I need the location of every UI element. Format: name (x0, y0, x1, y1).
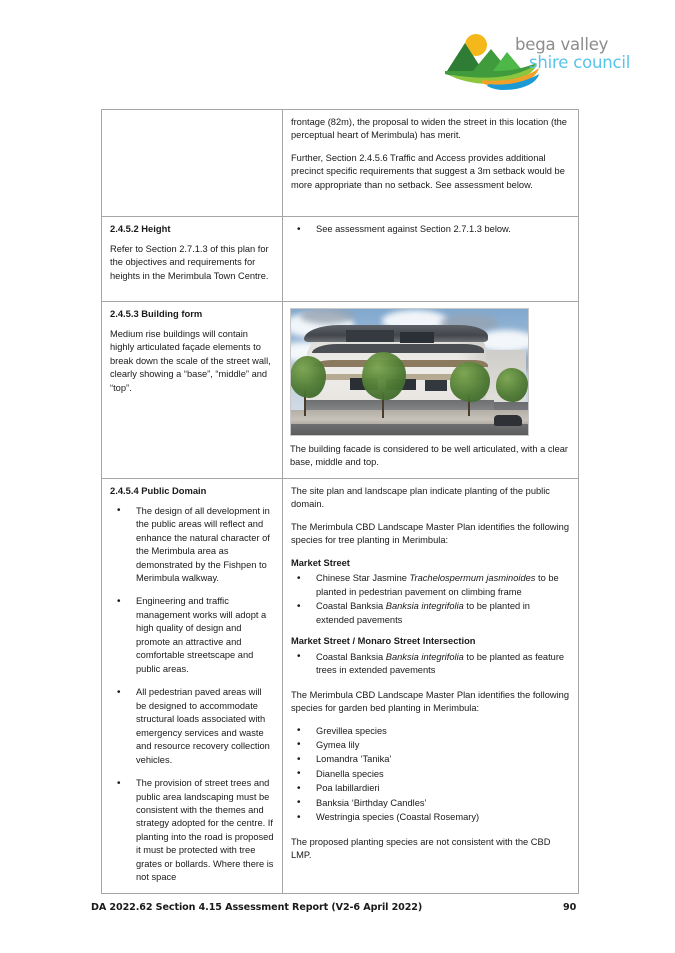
paragraph: Refer to Section 2.7.1.3 of this plan for the objectives and requirements for heights in the Merimbula Town Centre. (110, 243, 269, 281)
bullet-list-market-street (291, 572, 570, 627)
paragraph: Further, Section 2.4.5.6 Traffic and Access provides additional precinct specific requirements that suggest a 3m setback would be more appropriate than no setback. See assessment below. (291, 152, 565, 190)
subheading-market-street: Market Street (291, 557, 350, 568)
table-row (102, 478, 579, 893)
list-item (305, 600, 570, 627)
list-item: • Poa labillardieri (305, 782, 570, 795)
list-item: • Grevillea species (305, 725, 570, 738)
section-heading: 2.4.5.3 Building form (110, 308, 203, 319)
glazing (425, 380, 447, 391)
bullet-list (291, 223, 570, 236)
page-header (0, 0, 675, 110)
list-item: • See assessment against Section 2.7.1.3 below. (305, 223, 570, 236)
list-item: • Westringia species (Coastal Rosemary) (305, 811, 570, 824)
table-cell-control-left (102, 217, 283, 302)
cloud (300, 308, 354, 324)
building-render-image (290, 308, 529, 436)
table-row (102, 217, 579, 302)
glazing (400, 332, 434, 343)
list-item: • Lomandra ‘Tanika’ (305, 753, 570, 766)
paragraph: The Merimbula CBD Landscape Master Plan identifies the following species for garden bed planting in Merimbula: (291, 689, 570, 714)
image-caption: The building facade is considered to be well articulated, with a clear base, middle and top. (290, 444, 569, 468)
tree (496, 368, 528, 402)
footer-page-number: 90 (563, 902, 577, 913)
list-item: • Engineering and traffic management works will adopt a high quality of design and promote an attractive and comfortable streetscape and public areas. (127, 595, 274, 676)
car (494, 415, 522, 426)
table-cell-comment-right (283, 110, 579, 217)
paragraph: The proposed planting species are not consistent with the CBD LMP. (291, 836, 551, 861)
table-cell-control-left (102, 110, 283, 217)
glazing (346, 330, 394, 342)
list-item: • Gymea lily (305, 739, 570, 752)
species-pre: Coastal Banksia (316, 601, 386, 612)
list-item (305, 651, 570, 678)
species-post: to be planted in extended pavements (316, 601, 530, 625)
species-pre: Coastal Banksia (316, 651, 386, 662)
bullet-list (110, 505, 274, 885)
table-cell-comment-right (283, 217, 579, 302)
page-footer (0, 902, 675, 922)
table-cell-control-left (102, 302, 283, 479)
paragraph: frontage (82m), the proposal to widen the street in this location (the perceptual heart of Merimbula) has merit. (291, 117, 567, 141)
paragraph: Medium rise buildings will contain highly articulated façade elements to break down the scale of the street wall, clearly showing a “base”, “middle” and “top”. (110, 328, 271, 393)
list-item: • All pedestrian paved areas will be designed to accommodate structural loads associated with emergency services and waste and resource recovery collection vehicles. (127, 686, 274, 767)
table-row (102, 302, 579, 479)
bullet-list-intersection (291, 651, 570, 678)
tree (290, 356, 326, 398)
bega-valley-shire-council-logo (443, 30, 633, 92)
paragraph: The Merimbula CBD Landscape Master Plan identifies the following species for tree planting in Merimbula: (291, 521, 570, 546)
species-botanical-name: Trachelospermum jasminoides (409, 573, 536, 584)
list-item (305, 572, 570, 599)
footer-document-title: DA 2022.62 Section 4.15 Assessment Report (V2-6 April 2022) (91, 902, 423, 913)
subheading-intersection: Market Street / Monaro Street Intersection (291, 636, 476, 647)
logo-line-one: bega valley (515, 35, 609, 54)
logo-line-two: shire council (529, 52, 631, 72)
table-row (102, 110, 579, 217)
roof-band (304, 325, 488, 342)
tree (362, 352, 406, 400)
bullet-list-garden-species (291, 725, 570, 825)
list-item: • Dianella species (305, 768, 570, 781)
section-heading: 2.4.5.4 Public Domain (110, 484, 207, 496)
facade-band (312, 344, 484, 353)
list-item: • The design of all development in the public areas will reflect and enhance the natural character of the Merimbula area as demonstrated by the Fishpen to Merimbula walkway. (127, 505, 274, 586)
paragraph: The site plan and landscape plan indicate planting of the public domain. (291, 485, 550, 510)
species-pre: Chinese Star Jasmine (316, 573, 410, 584)
species-post: to be planted as feature trees in extended pavements (316, 651, 565, 676)
section-heading: 2.4.5.2 Height (110, 223, 171, 234)
list-item: • The provision of street trees and public area landscaping must be consistent with the themes and strategy adopted for the centre. If planting into the road is proposed it must be protected with tree grates or bollards. Where there is not space (127, 777, 274, 885)
table-cell-comment-right (283, 478, 579, 893)
assessment-table (101, 109, 579, 894)
table-cell-comment-right (283, 302, 579, 479)
species-botanical-name: Banksia integrifolia (385, 651, 464, 662)
logo-wordmark (515, 36, 641, 72)
table-cell-control-left (102, 478, 283, 893)
render-scene (290, 308, 529, 436)
road (290, 424, 529, 436)
species-botanical-name: Banksia integrifolia (385, 601, 464, 612)
tree (450, 362, 490, 402)
list-item: • Banksia ‘Birthday Candles’ (305, 797, 570, 810)
species-post: to be planted in pedestrian pavement on climbing frame (316, 573, 559, 597)
